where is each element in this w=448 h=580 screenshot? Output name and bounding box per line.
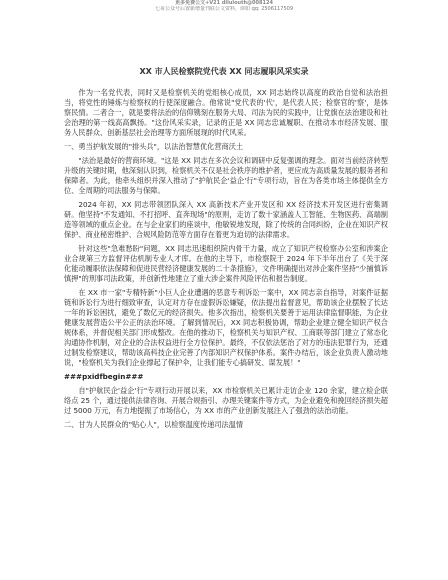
- paragraph-results: 自"护航民企'益企'行"专项行动开展以来，XX 市检察机关已累计走访企业 120 余家，建立检企联络点 25 个，通过提供法律咨询、开展合规指引、办理关键案件等方式，为企业避免和挽回经济损失超过 5000 万元，有力地提振了市场信心，为 XX 市的产业创新发展注入了强劲的法治动能。: [64, 386, 388, 415]
- begin-marker: ###pxidfbegin###: [64, 372, 144, 381]
- paragraph-measures: 针对这些"急难愁盼"问题，XX 同志迅速组织院内骨干力量，成立了知识产权检察办公室和涉案企业合规第三方监督评估机制专业人才库。在他的主导下，市检察院于 2024 年下半年出台了《关于深化能动履职依法保障和促进民营经济健康发展的二十条措施》，文件明确提出对涉企案件坚持"少捕慎诉慎押"的刑事司法政策，并创新性地建立了重大涉企案件风险评估和报告制度。: [64, 244, 388, 283]
- section-heading-2: 二、甘为人民群众的"贴心人"，以检察温度传递司法温情: [64, 420, 244, 429]
- page-header: [0, 0, 448, 22]
- paragraph-research-2024: 2024 年初，XX 同志带领团队深入 XX 高新技术产业开发区和 XX 经济技术开发区进行密集调研。他坚持"不发通知、不打招呼、直奔现场"的原则，走访了数十家涵盖人工智能、生物医药、高端制造等领域的重点企业。在与企业家们的座谈中，他敏锐地发现，除了传统的合同纠纷，企业在知识产权保护、商业秘密维护、合规风险防范等方面存在着更为迫切的法律需求。: [64, 200, 388, 239]
- section-heading-1: 一、勇当护航发展的"排头兵"，以法治智慧优化营商沃土: [64, 142, 244, 151]
- document-title: XX 市人民检察院党代表 XX 同志履职风采实录: [139, 67, 309, 76]
- header-line-1: 更多免费公文+V21 dilulouth@008124: [175, 0, 273, 6]
- paragraph-business-environment: "法治是最好的营商环境。"这是 XX 同志在多次会议和调研中反复强调的理念。面对当前经济转型升级的关键时期，他深刻认识到，检察机关不仅是社会秩序的维护者，更应成为高质量发展的服务者和保障者。为此，他牵头组织并深入推动了"护航民企'益企'行"专项行动，旨在为各类市场主体提供全方位、全周期的司法服务与保障。: [64, 156, 388, 195]
- document-body: [64, 88, 388, 434]
- header-line-2: 七哥公众号后置新增量刊联公文资料，谭如 qq: 2506117509: [154, 6, 294, 12]
- paragraph-case: 在 XX 市一家"专精特新"小巨人企业遭遇的恶意专利诉讼一案中，XX 同志亲自指导，对案件证据链和诉讼行为进行细致审查，认定对方存在虚假诉讼嫌疑，依法提出监督意见，帮助该企业摆脱了长达一年的诉讼困扰，避免了数亿元的经济损失。他多次指出，检察机关要善于运用法律监督职能，为企业健康发展营造公平公正的法治环境。了解到情况后，XX 同志积极协调，帮助企业建立健全知识产权合规体系，并督促相关部门形成整改。在他的推动下，检察机关与知识产权、工商联等部门建立了常态化沟通协作机制，对企业的合法权益进行全方位保护。最终，不仅依法惩治了对方的违法犯罪行为，还通过制发检察建议，帮助该高科技企业完善了内部知识产权保护体系。案件办结后，该企业负责人激动地说，"检察机关为我们企业撑起了保护伞，让我们能专心搞研发、谋发展！": [64, 288, 388, 367]
- paragraph-intro: 作为一名党代表，同时又是检察机关的党组核心成员，XX 同志始终以高度的政治自觉和法治担当，将党性的锤炼与检察权的行使深度融合。他常说"党代表的'代'，是代表人民；检察官的'察'，是体察民情。二者合一，就是要将法治的信仰镌刻在服务大局、司法为民的实践中，让党旗在法治建设和社会治理的第一线高高飘扬。"这份风采实录，记录的正是 XX 同志忠诚履职、在推动本市经济发展、服务人民群众、创新基层社会治理等方面所展现的时代风采。: [64, 88, 388, 137]
